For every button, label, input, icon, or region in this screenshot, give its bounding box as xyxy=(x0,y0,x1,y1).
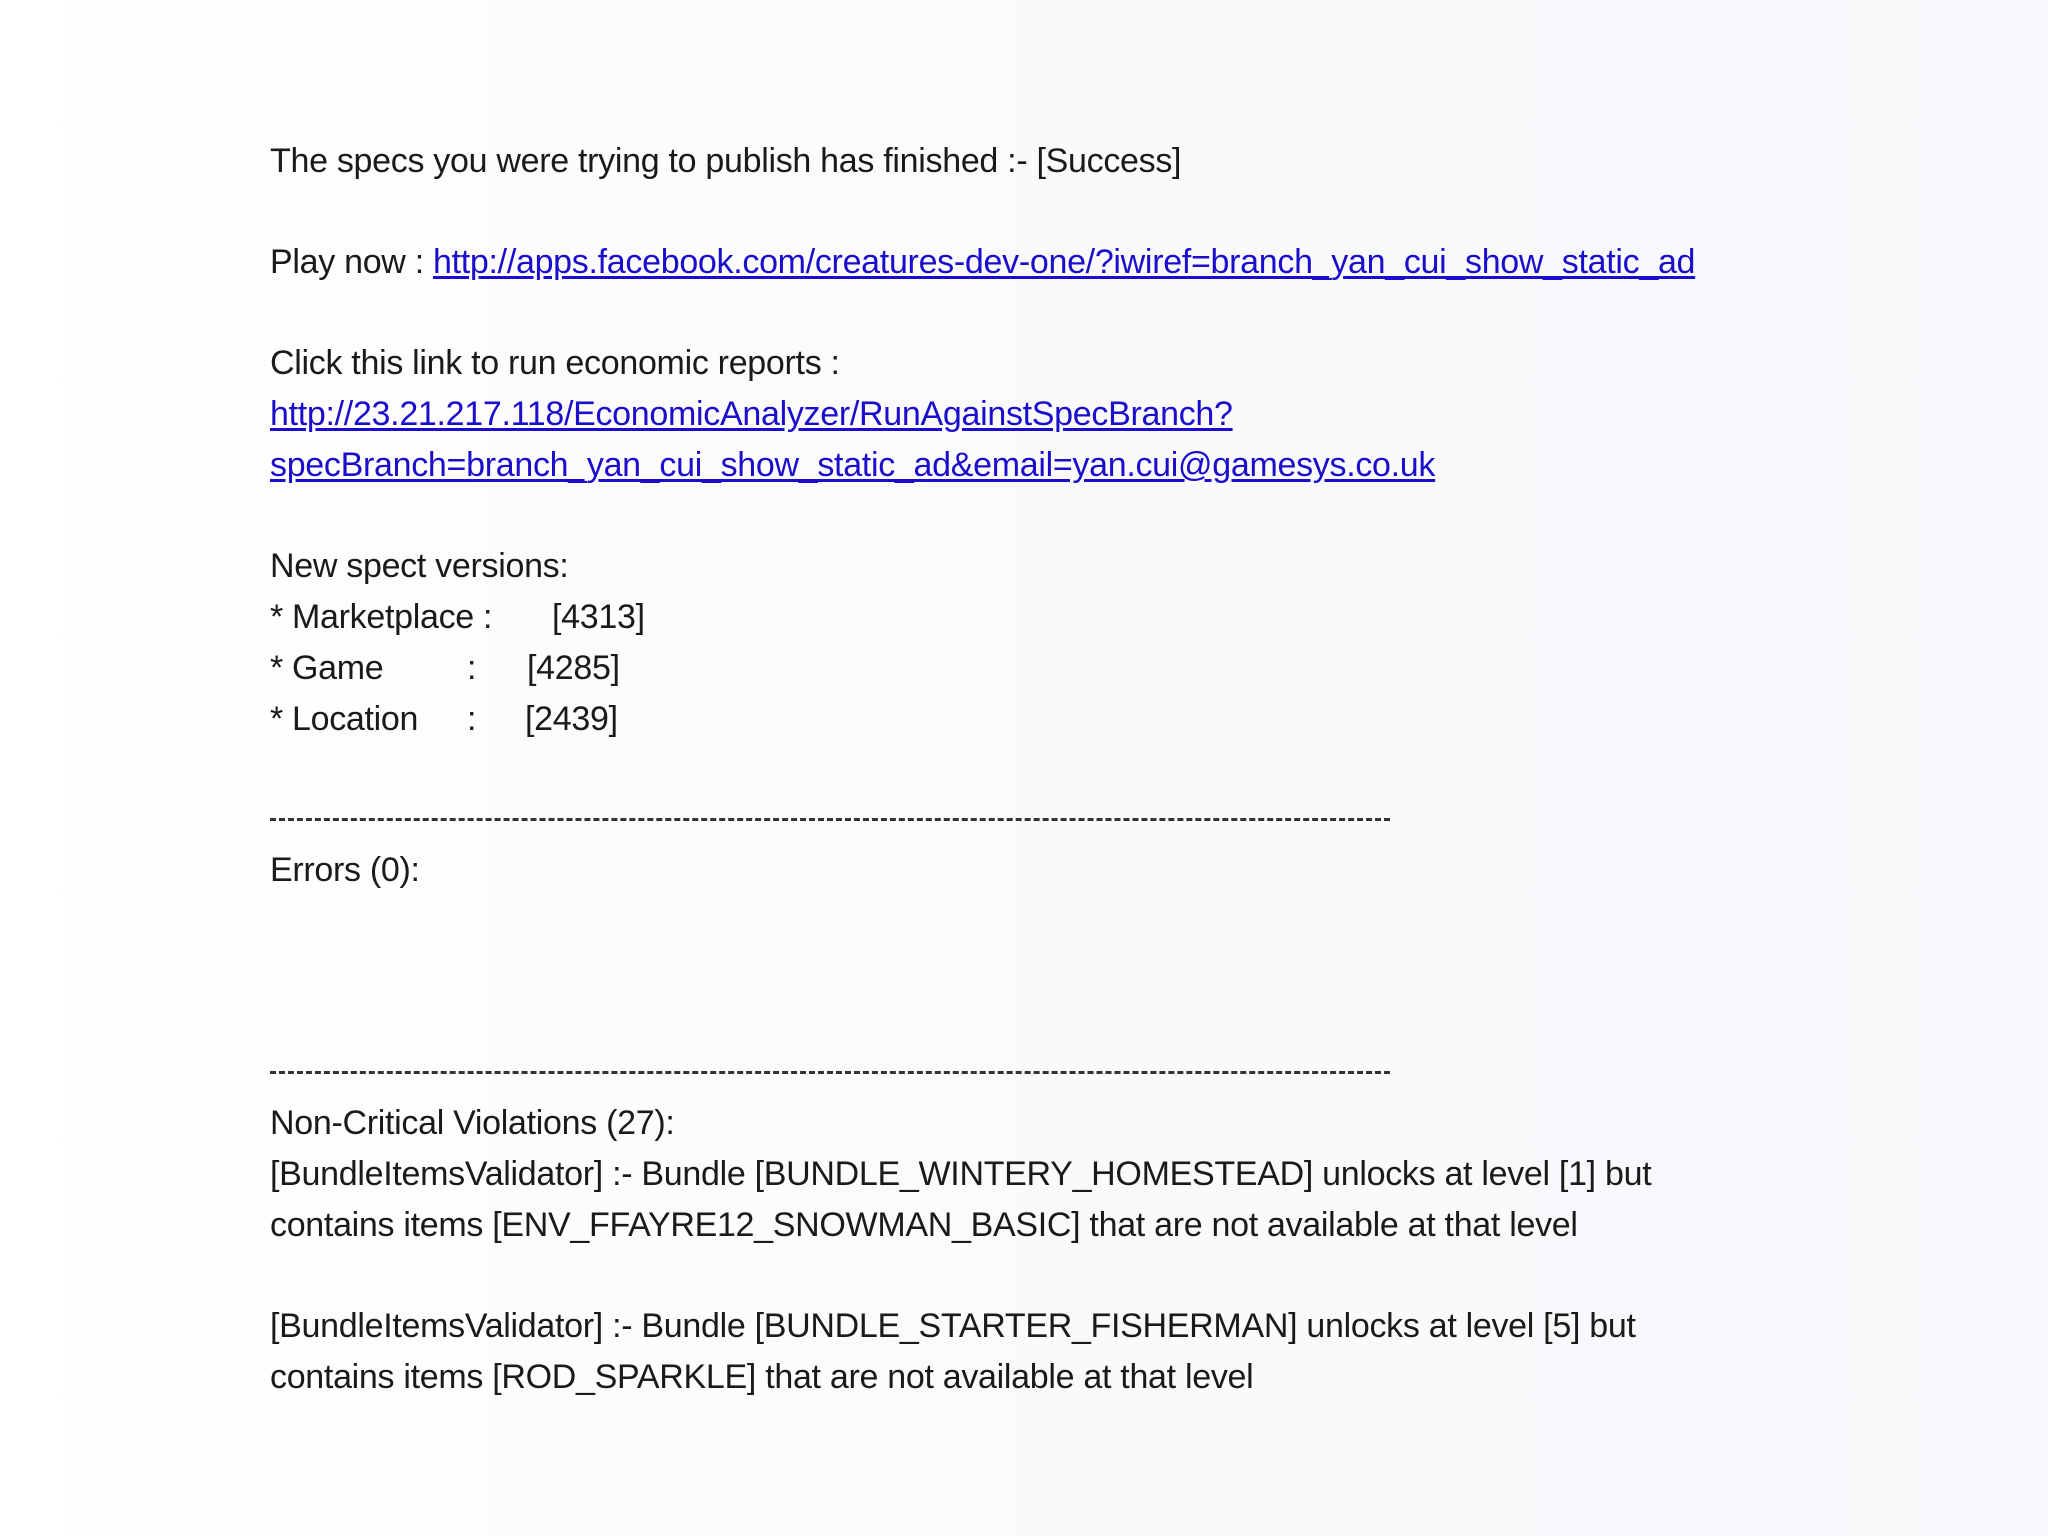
bullet-marker: * xyxy=(270,598,283,636)
economic-reports-link-line1[interactable] xyxy=(270,394,1233,434)
violations-heading: Non-Critical Violations (27): xyxy=(270,1104,675,1142)
separator-line xyxy=(270,1071,1390,1074)
version-row-marketplace xyxy=(270,597,645,637)
separator-line xyxy=(270,818,1390,821)
status-line: The specs you were trying to publish has finished :- [Success] xyxy=(270,142,1182,180)
version-colon: : xyxy=(467,649,477,687)
economic-reports-link-continued[interactable]: specBranch=branch_yan_cui_show_static_ad&email=yan.cui@gamesys.co.uk xyxy=(270,446,1436,484)
version-name: Marketplace : xyxy=(292,598,493,636)
version-colon: : xyxy=(467,700,477,738)
bullet-marker: * xyxy=(270,700,283,738)
version-value: [4285] xyxy=(527,649,620,687)
errors-heading: Errors (0): xyxy=(270,851,420,889)
play-now-link[interactable]: http://apps.facebook.com/creatures-dev-one/?iwiref=branch_yan_cui_show_static_ad xyxy=(433,243,1696,281)
version-row-game xyxy=(270,648,620,688)
play-now-label: Play now : xyxy=(270,243,424,281)
bullet-marker: * xyxy=(270,649,283,687)
version-value: [2439] xyxy=(525,700,618,738)
violation-line: [BundleItemsValidator] :- Bundle [BUNDLE_WINTERY_HOMESTEAD] unlocks at level [1] but xyxy=(270,1155,1652,1193)
version-value: [4313] xyxy=(552,598,645,636)
economic-reports-link[interactable]: http://23.21.217.118/EconomicAnalyzer/RunAgainstSpecBranch? xyxy=(270,395,1233,433)
play-now-row xyxy=(270,242,1695,282)
economic-reports-link-line2[interactable] xyxy=(270,445,1435,485)
violation-line: contains items [ROD_SPARKLE] that are not available at that level xyxy=(270,1358,1254,1396)
economic-reports-label: Click this link to run economic reports : xyxy=(270,344,840,382)
versions-heading: New spect versions: xyxy=(270,547,569,585)
violation-line: contains items [ENV_FFAYRE12_SNOWMAN_BASIC] that are not available at that level xyxy=(270,1206,1578,1244)
version-row-location xyxy=(270,699,618,739)
violation-line: [BundleItemsValidator] :- Bundle [BUNDLE_STARTER_FISHERMAN] unlocks at level [5] but xyxy=(270,1307,1636,1345)
version-name: Game xyxy=(292,649,384,687)
version-name: Location xyxy=(292,700,419,738)
